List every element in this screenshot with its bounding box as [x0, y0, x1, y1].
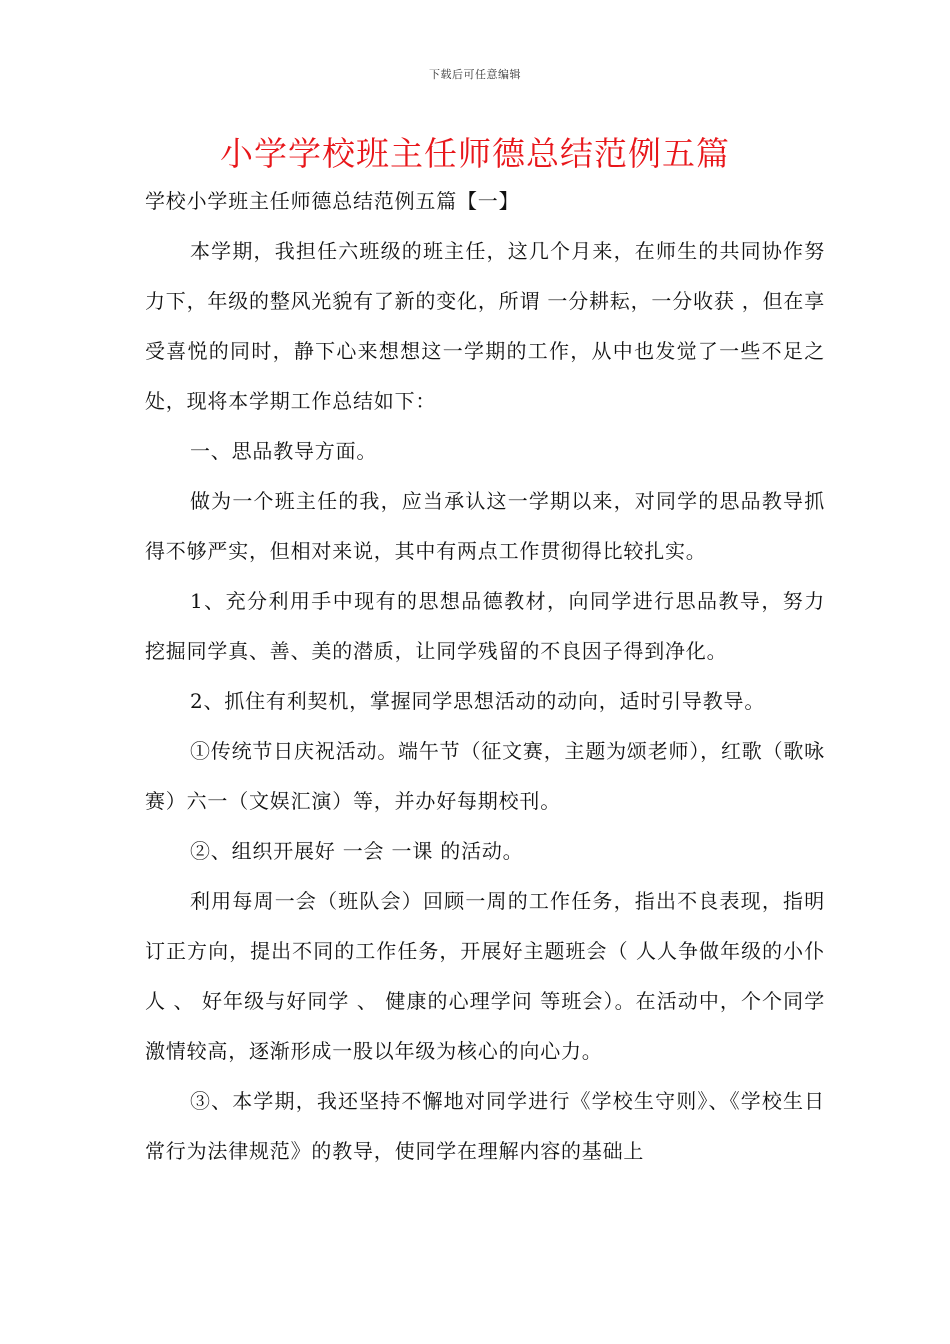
paragraph: 一、思品教导方面。	[190, 439, 378, 463]
paragraph: ③、本学期，我还坚持不懈地对同学进行《学校生守则》、《学校生日常行为法律规范》的教导，使同学在理解内容的基础上	[145, 1089, 825, 1163]
document-title: 小学学校班主任师德总结范例五篇	[220, 134, 730, 173]
paragraph: ①传统节日庆祝活动。端午节（征文赛，主题为颂老师），红歌（歌咏赛）六一（文娱汇演）等，并办好每期校刊。	[145, 739, 825, 813]
document-body	[145, 176, 825, 1176]
header-note: 下载后可任意编辑	[429, 68, 521, 81]
paragraph: 利用每周一会（班队会）回顾一周的工作任务，指出不良表现，指明订正方向，提出不同的工作任务，开展好主题班会（ 人人争做年级的小仆人 、 好年级与好同学 、 健康的心理学问 等班会）。在活动中，个个同学激情较高，逐渐形成一股以年级为核心的向心力。	[145, 889, 825, 1063]
section-heading: 学校小学班主任师德总结范例五篇【一】	[145, 189, 520, 213]
paragraph: 本学期，我担任六班级的班主任，这几个月来，在师生的共同协作努力下，年级的整风光貌有了新的变化，所谓 一分耕耘，一分收获 ，但在享受喜悦的同时，静下心来想想这一学期的工作，从中也发觉了一些不足之处，现将本学期工作总结如下：	[145, 239, 825, 413]
paragraph: ②、组织开展好 一会 一课 的活动。	[190, 839, 524, 863]
paragraph: 1、充分利用手中现有的思想品德教材，向同学进行思品教导，努力挖掘同学真、善、美的潜质，让同学残留的不良因子得到净化。	[145, 589, 825, 663]
paragraph: 做为一个班主任的我，应当承认这一学期以来，对同学的思品教导抓得不够严实，但相对来说，其中有两点工作贯彻得比较扎实。	[145, 489, 825, 563]
paragraph: 2、抓住有利契机，掌握同学思想活动的动向，适时引导教导。	[190, 689, 766, 713]
